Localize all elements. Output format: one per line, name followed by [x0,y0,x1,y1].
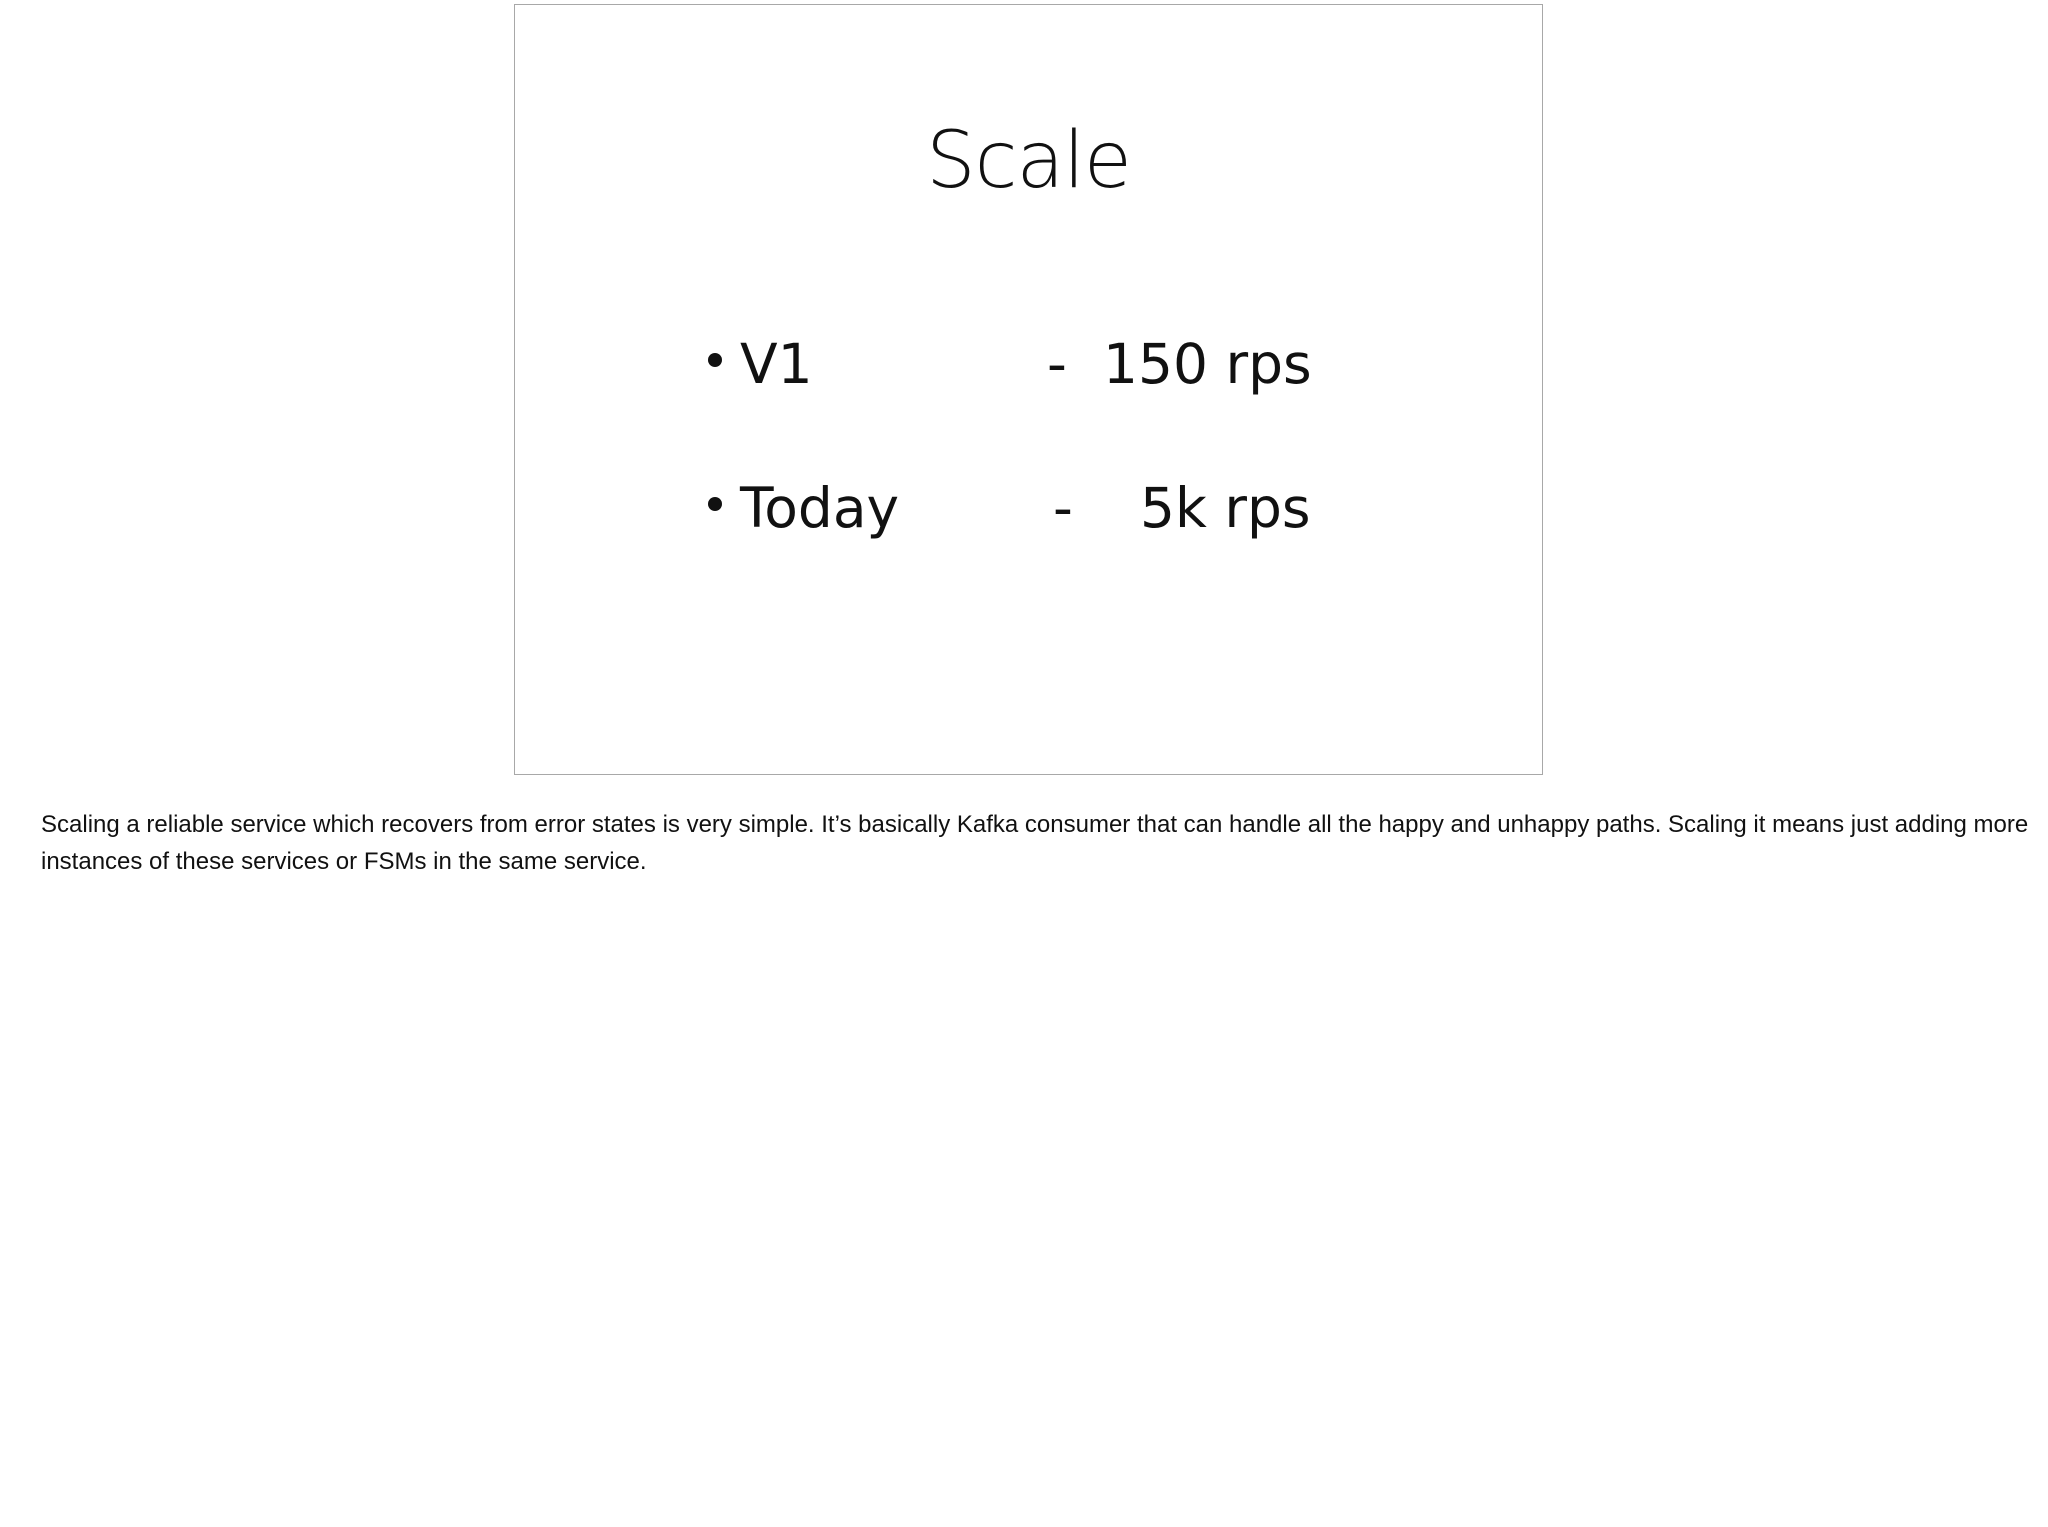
bullet-separator: - [1053,476,1073,540]
bullet-value: 5k rps [1140,476,1311,540]
bullet-point-icon [708,497,722,511]
bullet-value: 150 rps [1103,332,1312,396]
slide-title: Scale [926,116,1131,206]
presenter-notes: Scaling a reliable service which recovers from error states is very simple. It’s basically Kafka consumer that can handle all the happy and unhappy paths. Scaling it means just adding more instances of these services or FSMs in the same service. [41,811,2029,875]
slide [514,4,1543,775]
bullet-label: Today [740,476,900,540]
bullet-separator: - [1047,332,1067,396]
bullet-label: V1 [740,332,813,396]
bullet-point-icon [708,353,722,367]
